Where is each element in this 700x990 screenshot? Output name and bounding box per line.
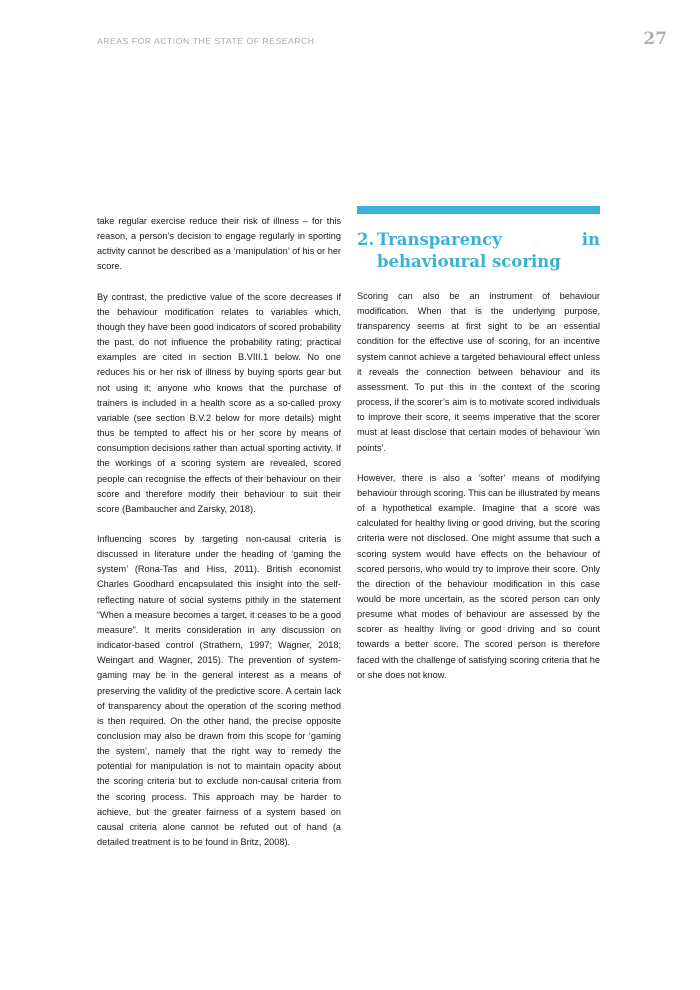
section-accent-bar: [357, 206, 600, 214]
section-number: 2.: [357, 230, 375, 249]
paragraph: However, there is also a ‘softer’ means of modifying behaviour through scoring. This can be illustrated by means of a hypothetical example. Imagine that a score was calculated for healthy living or good driving, but the scoring criteria were not disclosed. One might assume that such a scoring system would have effects on the behaviour of scored persons, who would try to improve their score. Only the direction of the behaviour modification in this case would be more uncertain, as the scored person can only presume what modes of behaviour are assessed by the scorer as healthy living or good driving and so count towards a better score. The scored person is therefore faced with the challenge of satisfying scoring criteria that he or she does not know.: [357, 472, 600, 680]
left-column: [97, 214, 341, 865]
section-heading: [357, 229, 600, 273]
paragraph: By contrast, the predictive value of the score decreases if the behaviour modification relates to variables which, though they have been good indicators of scored probability the past, do not influence the probability rating; practical examples are cited in section B.VIII.1 below. No one reduces his or her risk of illness by buying sports gear but not using it; anyone who knows that the purchase of trainers is included in a health score as a so-called proxy variable (see section B.V.2 below for more details) might thus be tempted to affect his or her score by means of consumption decisions rather than actual sporting activity. If the workings of a scoring system are revealed, scored people can recognise the effects of their behaviour on their score and therefore modify their behaviour to suit their score (Bambaucher and Zarsky, 2018).: [97, 291, 341, 514]
paragraph: Influencing scores by targeting non-causal criteria is discussed in literature under the heading of ‘gaming the system’ (Rona-Tas and Hiss, 2011). British economist Charles Goodhard encapsulated this insight into the self-reflecting nature of social systems pithily in the statement “When a measure becomes a target, it ceases to be a good measure”. It merits consideration in any discussion on indicator-based control (Strathern, 1997; Wagner, 2018; Weingart and Wagner, 2015). The prevention of system-gaming may be in the general interest as a means of preserving the validity of the predictive score. A certain lack of transparency about the operation of the scoring method is then required. On the other hand, the precise opposite conclusion may also be drawn from this scope for ‘gaming the system’, namely that the right way to remedy the potential for manipulation is not to maintain opacity about the scoring criteria but to exclude non-causal criteria from the scoring process. This approach may be harder to achieve, but the greater fairness of a system based on causal criteria alone cannot be refuted out of hand (a detailed treatment is to be found in Britz, 2008).: [97, 533, 341, 848]
paragraph: Scoring can also be an instrument of behaviour modification. When that is the underlying purpose, transparency seems at first sight to be an essential condition for the effective use of scoring, for an incentive system cannot achieve a targeted behavioural effect unless it reveals the connection between behaviour and its assessment. To put this in the context of the scoring process, if the scorer’s aim is to motivate scored individuals to improve their score, it seems imperative that the scorer must at least disclose that certain modes of behaviour ‘win points’.: [357, 291, 600, 453]
section-title: Transparency in behavioural scoring: [377, 230, 600, 271]
paragraph: take regular exercise reduce their risk of illness – for this reason, a person’s decision to engage regularly in sporting activity cannot be described as a ‘manipulation’ of his or her score.: [97, 216, 341, 272]
right-column: [357, 206, 600, 698]
page-number: 27: [643, 29, 667, 49]
running-head: AREAS FOR ACTION:THE STATE OF RESEARCH: [97, 36, 315, 46]
